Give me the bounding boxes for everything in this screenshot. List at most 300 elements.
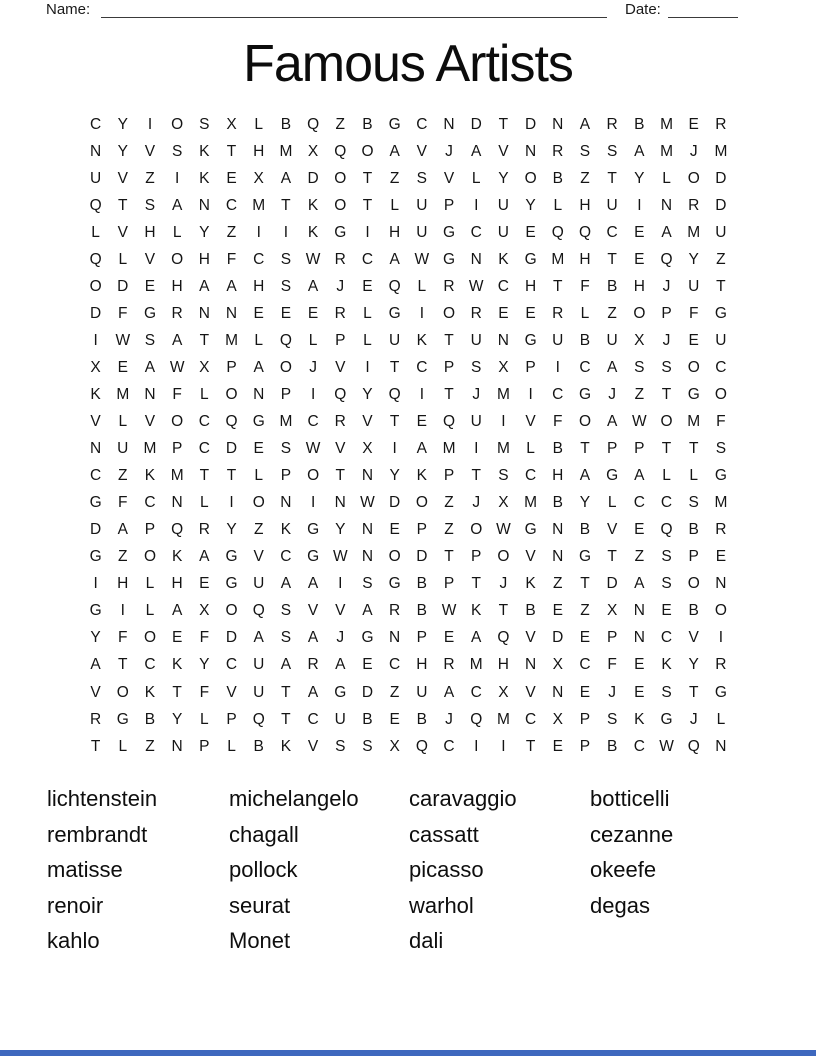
grid-letter: F [553, 413, 563, 431]
word-item: kahlo [47, 928, 100, 954]
grid-letter: U [334, 710, 346, 728]
grid-letter: S [661, 683, 672, 701]
grid-letter: V [606, 521, 618, 539]
grid-letter: P [416, 521, 428, 539]
grid-letter: A [199, 548, 210, 566]
grid-letter: Z [580, 602, 590, 620]
grid-letter: V [335, 358, 346, 376]
grid-letter: S [606, 142, 618, 160]
grid-letter: Z [118, 467, 128, 485]
grid-letter: L [145, 602, 155, 620]
grid-letter: Y [171, 710, 183, 728]
grid-letter: A [579, 467, 591, 485]
grid-letter: T [281, 683, 291, 701]
grid-letter: S [280, 602, 292, 620]
grid-letter: T [226, 467, 237, 485]
grid-letter: V [90, 683, 101, 701]
grid-letter: N [389, 629, 401, 647]
grid-letter: M [496, 440, 510, 458]
grid-letter: S [280, 440, 292, 458]
grid-letter: C [606, 223, 618, 241]
grid-letter: D [715, 196, 727, 214]
grid-letter: B [525, 602, 536, 620]
grid-letter: M [551, 250, 565, 268]
grid-letter: V [253, 548, 264, 566]
grid-letter: G [388, 304, 401, 322]
grid-letter: P [606, 440, 618, 458]
grid-letter: C [361, 250, 374, 268]
word-item: renoir [47, 892, 104, 918]
grid-letter: P [171, 440, 183, 458]
word-item: michelangelo [229, 786, 359, 811]
grid-letter: K [634, 710, 645, 728]
grid-letter: C [198, 440, 210, 458]
grid-letter: C [416, 115, 428, 133]
grid-letter: H [253, 142, 265, 160]
grid-letter: W [632, 413, 647, 431]
grid-letter: M [170, 467, 184, 485]
grid-letter: I [555, 358, 560, 376]
grid-letter: D [715, 169, 727, 187]
grid-letter: K [416, 467, 428, 485]
grid-letter: V [90, 413, 101, 431]
grid-letter: K [307, 223, 319, 241]
grid-letter: G [606, 467, 619, 485]
grid-letter: I [365, 223, 370, 241]
grid-letter: M [496, 710, 510, 728]
word-item: seurat [229, 892, 291, 918]
word-item: caravaggio [409, 786, 517, 811]
grid-letter: O [524, 169, 537, 187]
grid-letter: D [470, 115, 482, 133]
grid-letter: L [145, 575, 155, 593]
grid-letter: F [199, 629, 210, 647]
grid-letter: J [309, 358, 317, 376]
grid-letter: C [198, 413, 210, 431]
grid-letter: F [118, 304, 128, 322]
grid-letter: I [310, 385, 316, 403]
grid-letter: B [579, 521, 591, 539]
grid-letter: R [443, 656, 455, 674]
grid-letter: Z [253, 521, 264, 539]
word-item: botticelli [590, 786, 670, 811]
grid-letter: O [225, 385, 238, 403]
grid-letter: X [498, 494, 509, 512]
word-item: rembrandt [47, 821, 148, 847]
date-blank-line [668, 17, 738, 18]
grid-letter: K [661, 656, 672, 674]
grid-letter: H [633, 277, 645, 295]
grid-letter: M [714, 494, 728, 512]
grid-letter: R [470, 304, 482, 322]
grid-letter: M [116, 385, 130, 403]
grid-letter: A [307, 683, 319, 701]
grid-letter: Q [687, 737, 700, 755]
grid-letter: U [470, 331, 482, 349]
grid-letter: J [689, 142, 698, 160]
grid-letter: S [144, 331, 156, 349]
grid-letter: E [525, 223, 536, 241]
grid-letter: Y [688, 656, 699, 674]
grid-letter: Y [199, 656, 210, 674]
grid-letter: F [607, 656, 617, 674]
grid-letter: X [90, 358, 101, 376]
grid-letter: A [253, 629, 264, 647]
grid-letter: G [687, 385, 700, 403]
grid-letter: A [606, 358, 618, 376]
grid-letter: H [552, 467, 564, 485]
grid-letter: L [716, 710, 726, 728]
word-item: pollock [229, 857, 298, 883]
grid-letter: E [715, 548, 727, 566]
grid-letter: E [688, 331, 699, 349]
grid-letter: M [225, 331, 238, 349]
grid-letter: T [525, 737, 536, 755]
grid-letter: P [525, 358, 536, 376]
grid-letter: Z [145, 169, 155, 187]
grid-letter: L [390, 196, 399, 214]
grid-letter: N [524, 656, 537, 674]
grid-letter: E [171, 629, 183, 647]
word-list-column [409, 781, 590, 959]
grid-letter: W [115, 331, 131, 349]
grid-letter: E [634, 656, 645, 674]
grid-letter: F [199, 683, 210, 701]
grid-letter: S [634, 358, 645, 376]
grid-letter: D [225, 629, 238, 647]
grid-letter: S [661, 548, 672, 566]
grid-letter: J [472, 494, 481, 512]
grid-letter: F [716, 413, 726, 431]
grid-letter: C [552, 385, 564, 403]
grid-letter: U [89, 169, 102, 187]
grid-letter: C [579, 656, 591, 674]
grid-letter: Z [226, 223, 237, 241]
grid-letter: N [171, 494, 183, 512]
grid-letter: U [497, 196, 509, 214]
grid-letter: S [661, 575, 672, 593]
word-list-column [590, 781, 673, 959]
grid-letter: C [280, 548, 292, 566]
grid-letter: W [169, 358, 185, 376]
grid-letter: R [334, 304, 346, 322]
grid-letter: K [280, 737, 292, 755]
grid-letter: G [252, 413, 265, 431]
grid-letter: M [524, 494, 538, 512]
grid-letter: E [579, 683, 591, 701]
grid-letter: T [688, 440, 699, 458]
grid-letter: C [253, 250, 265, 268]
grid-letter: S [715, 440, 727, 458]
grid-letter: N [225, 304, 238, 322]
grid-letter: Z [389, 169, 400, 187]
grid-letter: H [524, 277, 537, 295]
grid-letter: T [580, 575, 590, 593]
grid-letter: A [471, 629, 482, 647]
grid-letter: O [633, 304, 646, 322]
grid-letter: A [226, 277, 237, 295]
grid-letter: V [307, 602, 319, 620]
grid-letter: I [120, 602, 125, 620]
grid-letter: X [389, 737, 400, 755]
grid-letter: Q [578, 223, 591, 241]
grid-letter: X [552, 656, 563, 674]
grid-letter: F [118, 494, 128, 512]
grid-letter: O [143, 629, 156, 647]
grid-letter: N [524, 142, 537, 160]
grid-letter: C [225, 656, 238, 674]
grid-letter: O [361, 142, 374, 160]
grid-letter: Y [498, 169, 509, 187]
grid-letter: L [662, 467, 671, 485]
grid-letter: A [335, 656, 346, 674]
grid-letter: E [634, 250, 645, 268]
grid-letter: G [578, 385, 591, 403]
grid-letter: L [118, 413, 128, 431]
grid-letter: E [280, 304, 292, 322]
grid-letter: V [307, 737, 319, 755]
grid-letter: A [443, 683, 455, 701]
word-list [47, 781, 673, 959]
grid-letter: G [524, 521, 537, 539]
grid-letter: O [334, 169, 347, 187]
grid-letter: I [338, 575, 343, 593]
grid-letter: E [498, 304, 509, 322]
grid-letter: J [499, 575, 508, 593]
grid-letter: C [144, 494, 156, 512]
grid-letter: X [552, 710, 563, 728]
grid-letter: I [283, 223, 289, 241]
grid-letter: T [199, 331, 210, 349]
grid-letter: C [497, 277, 509, 295]
grid-letter: R [171, 304, 183, 322]
grid-letter: Y [226, 521, 237, 539]
grid-letter: R [334, 413, 346, 431]
grid-letter: A [253, 358, 264, 376]
grid-letter: E [525, 304, 536, 322]
grid-letter: A [144, 358, 156, 376]
grid-letter: V [144, 250, 156, 268]
grid-letter: V [525, 683, 536, 701]
grid-letter: M [496, 385, 510, 403]
grid-letter: V [443, 169, 455, 187]
grid-letter: C [633, 494, 645, 512]
grid-letter: F [580, 277, 590, 295]
grid-letter: S [579, 142, 591, 160]
grid-letter: T [335, 467, 346, 485]
grid-letter: C [579, 358, 591, 376]
grid-letter: O [252, 494, 265, 512]
grid-letter: P [688, 548, 699, 566]
grid-letter: A [389, 250, 400, 268]
grid-letter: Y [579, 494, 591, 512]
grid-letter: C [470, 683, 482, 701]
grid-letter: P [280, 467, 292, 485]
grid-letter: T [471, 467, 481, 485]
word-list-column [47, 781, 229, 959]
letter-grid [82, 111, 735, 760]
grid-letter: P [661, 304, 672, 322]
grid-letter: I [637, 196, 642, 214]
grid-letter: V [688, 629, 699, 647]
grid-letter: Y [389, 467, 400, 485]
grid-letter: A [280, 169, 292, 187]
grid-letter: A [606, 413, 618, 431]
grid-letter: Q [415, 737, 428, 755]
grid-letter: G [89, 548, 102, 566]
grid-letter: N [334, 494, 346, 512]
grid-letter: Q [89, 196, 102, 214]
grid-letter: I [93, 331, 98, 349]
grid-letter: K [280, 521, 292, 539]
grid-letter: M [687, 223, 701, 241]
grid-letter: T [553, 277, 563, 295]
grid-letter: F [172, 385, 182, 403]
grid-letter: C [389, 656, 401, 674]
grid-letter: U [416, 196, 428, 214]
grid-letter: T [389, 358, 400, 376]
grid-letter: T [172, 683, 182, 701]
grid-letter: I [310, 494, 316, 512]
word-item: cezanne [590, 821, 674, 847]
grid-letter: I [501, 737, 506, 755]
grid-letter: T [281, 196, 291, 214]
grid-letter: U [715, 223, 727, 241]
grid-letter: J [662, 331, 671, 349]
grid-letter: C [416, 358, 428, 376]
grid-letter: R [443, 277, 455, 295]
grid-letter: G [143, 304, 156, 322]
grid-letter: R [552, 142, 564, 160]
grid-letter: L [553, 196, 563, 214]
grid-letter: G [714, 304, 727, 322]
grid-letter: K [416, 331, 428, 349]
grid-letter: E [579, 629, 591, 647]
word-item: matisse [47, 857, 123, 883]
grid-letter: O [578, 413, 591, 431]
grid-letter: O [470, 521, 483, 539]
grid-letter: I [147, 115, 153, 133]
grid-letter: W [659, 737, 674, 755]
grid-letter: L [417, 277, 427, 295]
grid-letter: G [524, 331, 537, 349]
grid-letter: H [579, 250, 591, 268]
grid-letter: J [608, 683, 617, 701]
grid-letter: A [307, 629, 319, 647]
grid-letter: W [305, 250, 321, 268]
grid-letter: A [171, 331, 183, 349]
grid-letter: W [332, 548, 348, 566]
grid-letter: D [225, 440, 238, 458]
grid-letter: O [225, 602, 238, 620]
grid-letter: P [416, 629, 428, 647]
grid-letter: T [90, 737, 101, 755]
grid-letter: D [389, 494, 401, 512]
grid-letter: G [89, 494, 102, 512]
grid-letter: G [116, 710, 129, 728]
grid-letter: N [280, 494, 292, 512]
grid-letter: R [389, 602, 401, 620]
grid-letter: K [90, 385, 101, 403]
grid-letter: V [144, 413, 156, 431]
grid-letter: C [715, 358, 727, 376]
grid-letter: Q [252, 602, 265, 620]
grid-letter: O [714, 385, 727, 403]
grid-letter: Q [551, 223, 564, 241]
grid-letter: W [305, 440, 321, 458]
grid-letter: G [443, 250, 456, 268]
grid-letter: E [253, 440, 264, 458]
grid-letter: N [361, 521, 374, 539]
grid-letter: I [501, 413, 506, 431]
footer-bar [0, 1050, 816, 1056]
grid-letter: J [445, 710, 453, 728]
grid-letter: A [280, 656, 292, 674]
grid-letter: L [580, 304, 590, 322]
grid-letter: A [90, 656, 101, 674]
grid-letter: O [89, 277, 102, 295]
grid-letter: S [498, 467, 509, 485]
grid-letter: U [497, 223, 509, 241]
grid-letter: S [280, 250, 292, 268]
grid-letter: N [361, 548, 374, 566]
grid-letter: R [307, 656, 319, 674]
grid-letter: E [117, 358, 128, 376]
grid-letter: W [468, 277, 484, 295]
grid-letter: H [389, 223, 401, 241]
grid-letter: C [660, 494, 673, 512]
grid-letter: Y [525, 196, 536, 214]
grid-letter: L [689, 467, 699, 485]
grid-letter: V [117, 169, 128, 187]
grid-letter: G [361, 629, 374, 647]
grid-letter: P [443, 467, 455, 485]
grid-letter: A [199, 277, 210, 295]
grid-letter: N [633, 602, 645, 620]
grid-letter: R [334, 250, 346, 268]
grid-letter: X [199, 602, 210, 620]
grid-letter: N [715, 575, 727, 593]
grid-letter: P [579, 737, 591, 755]
grid-letter: U [606, 331, 618, 349]
grid-letter: A [307, 277, 319, 295]
grid-letter: L [471, 169, 481, 187]
grid-letter: I [718, 629, 724, 647]
grid-letter: C [225, 196, 238, 214]
grid-letter: Q [252, 710, 265, 728]
grid-letter: I [392, 440, 397, 458]
grid-letter: P [634, 440, 645, 458]
grid-letter: E [199, 575, 210, 593]
grid-letter: O [660, 413, 673, 431]
grid-letter: L [118, 737, 128, 755]
grid-letter: U [715, 331, 727, 349]
grid-letter: P [606, 629, 618, 647]
grid-letter: G [388, 575, 401, 593]
grid-letter: R [715, 656, 727, 674]
grid-letter: L [363, 304, 372, 322]
grid-letter: R [198, 521, 210, 539]
grid-letter: Y [335, 521, 346, 539]
grid-letter: E [307, 304, 319, 322]
grid-letter: R [606, 115, 618, 133]
grid-letter: L [254, 331, 264, 349]
grid-letter: Y [117, 142, 128, 160]
grid-letter: K [471, 602, 482, 620]
grid-letter: O [687, 575, 700, 593]
grid-letter: I [474, 196, 479, 214]
grid-letter: P [443, 575, 455, 593]
